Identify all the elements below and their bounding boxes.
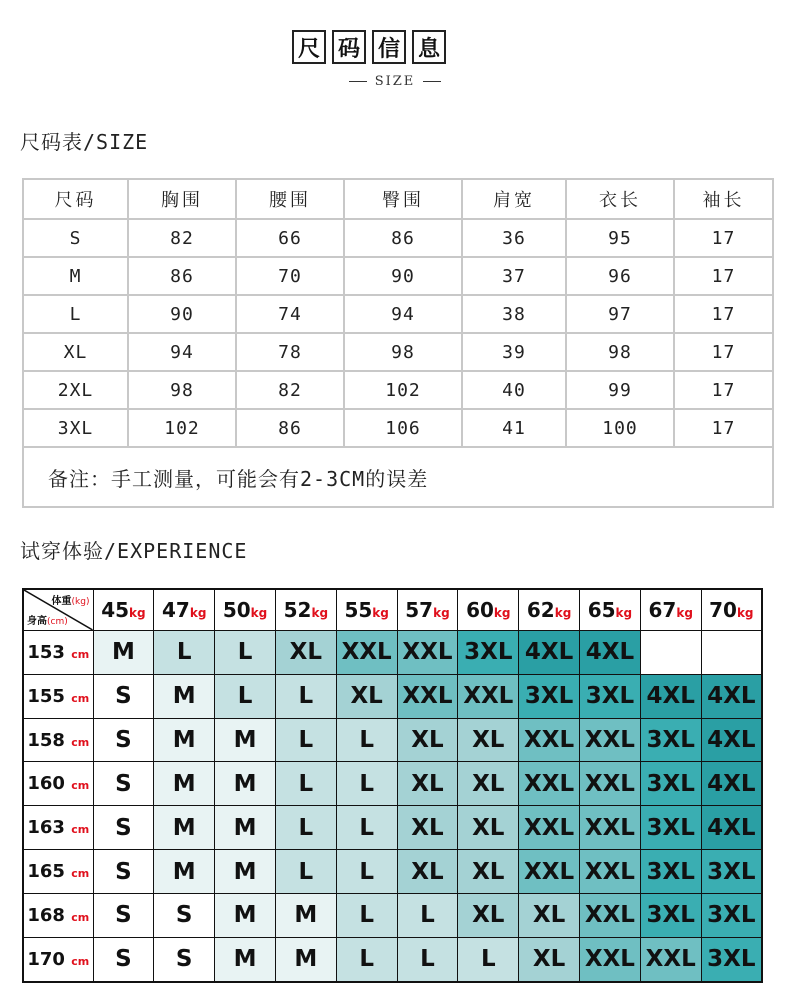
height-unit: cm <box>71 954 90 968</box>
size-value-cell: 17 <box>674 371 773 409</box>
weight-value: 62 <box>526 597 555 622</box>
title-char: 尺 <box>292 30 326 64</box>
recommended-size-cell: 3XL <box>580 674 641 718</box>
recommended-size-cell: S <box>93 893 154 937</box>
recommended-size-cell: XXL <box>580 806 641 850</box>
weight-header-cell <box>701 589 762 630</box>
recommended-size-cell: L <box>336 806 397 850</box>
recommended-size-cell: XL <box>458 718 519 762</box>
recommended-size-cell: M <box>154 718 215 762</box>
recommended-size-cell <box>640 630 701 674</box>
weight-value: 57 <box>405 597 434 622</box>
weight-value: 60 <box>466 597 494 622</box>
recommended-size-cell: XXL <box>519 718 580 762</box>
recommended-size-cell: XXL <box>397 674 458 718</box>
size-column-header: 袖长 <box>674 179 773 219</box>
recommended-size-cell: S <box>154 893 215 937</box>
recommended-size-cell: XXL <box>519 806 580 850</box>
corner-height-unit: (cm) <box>47 616 68 627</box>
size-label-cell: S <box>23 219 128 257</box>
experience-section-title: 试穿体验/EXPERIENCE <box>20 539 248 563</box>
weight-header-cell <box>93 589 154 630</box>
recommended-size-cell: L <box>215 630 276 674</box>
recommended-size-cell: XXL <box>519 850 580 894</box>
corner-height-text: 身高 <box>27 615 47 627</box>
weight-header-cell <box>458 589 519 630</box>
weight-unit: kg <box>311 605 329 620</box>
recommended-size-cell: M <box>154 806 215 850</box>
height-header-cell <box>23 630 93 674</box>
size-value-cell: 102 <box>128 409 236 447</box>
recommended-size-cell: XL <box>397 850 458 894</box>
recommended-size-cell: XL <box>397 762 458 806</box>
recommended-size-cell: XXL <box>397 630 458 674</box>
recommended-size-cell: L <box>275 762 336 806</box>
size-table <box>22 178 774 508</box>
recommended-size-cell: 4XL <box>640 674 701 718</box>
recommended-size-cell: M <box>275 893 336 937</box>
height-unit: cm <box>71 691 90 705</box>
height-value: 170 <box>27 948 65 970</box>
recommended-size-cell: XL <box>275 630 336 674</box>
corner-weight-text: 体重 <box>51 596 72 607</box>
height-value: 165 <box>27 861 65 883</box>
recommended-size-cell: XXL <box>580 893 641 937</box>
size-table-header <box>23 179 773 219</box>
recommended-size-cell: 3XL <box>640 850 701 894</box>
recommended-size-cell: XL <box>458 762 519 806</box>
weight-value: 47 <box>162 597 190 622</box>
recommended-size-cell: XXL <box>519 762 580 806</box>
recommended-size-cell: L <box>458 937 519 982</box>
recommended-size-cell: M <box>275 937 336 982</box>
weight-unit: kg <box>433 605 450 620</box>
recommended-size-cell: S <box>93 806 154 850</box>
size-value-cell: 37 <box>462 257 566 295</box>
height-row <box>23 674 762 718</box>
recommended-size-cell: L <box>275 718 336 762</box>
height-row <box>23 806 762 850</box>
recommended-size-cell: XL <box>397 718 458 762</box>
size-value-cell: 94 <box>344 295 462 333</box>
recommended-size-cell <box>701 630 762 674</box>
recommended-size-cell: S <box>93 937 154 982</box>
size-value-cell: 36 <box>462 219 566 257</box>
recommended-size-cell: XXL <box>640 937 701 982</box>
size-value-cell: 90 <box>344 257 462 295</box>
recommended-size-cell: M <box>215 850 276 894</box>
recommended-size-cell: 3XL <box>701 850 762 894</box>
recommended-size-cell: 3XL <box>519 674 580 718</box>
size-value-cell: 90 <box>128 295 236 333</box>
weight-unit: kg <box>554 605 572 620</box>
title-subtitle <box>0 74 790 89</box>
height-row <box>23 762 762 806</box>
size-table-row <box>23 219 773 257</box>
recommended-size-cell: M <box>215 893 276 937</box>
recommended-size-cell: 4XL <box>519 630 580 674</box>
recommended-size-cell: L <box>275 806 336 850</box>
recommended-size-cell: L <box>397 893 458 937</box>
recommended-size-cell: M <box>215 718 276 762</box>
recommended-size-cell: 4XL <box>701 718 762 762</box>
recommended-size-cell: 3XL <box>640 718 701 762</box>
size-value-cell: 40 <box>462 371 566 409</box>
size-table-row <box>23 257 773 295</box>
weight-header-cell <box>215 589 276 630</box>
recommended-size-cell: 4XL <box>701 806 762 850</box>
height-header-cell <box>23 806 93 850</box>
title-chars <box>292 30 446 64</box>
size-value-cell: 17 <box>674 295 773 333</box>
weight-value: 55 <box>344 597 373 622</box>
height-row <box>23 893 762 937</box>
recommended-size-cell: L <box>397 937 458 982</box>
size-value-cell: 102 <box>344 371 462 409</box>
recommended-size-cell: 3XL <box>640 762 701 806</box>
weight-unit: kg <box>250 605 268 620</box>
weight-value: 52 <box>283 597 312 622</box>
recommended-size-cell: XL <box>519 893 580 937</box>
size-column-header: 腰围 <box>236 179 344 219</box>
size-value-cell: 74 <box>236 295 344 333</box>
size-value-cell: 17 <box>674 409 773 447</box>
weight-header-cell <box>397 589 458 630</box>
recommended-size-cell: L <box>336 718 397 762</box>
size-table-row <box>23 371 773 409</box>
recommended-size-cell: XL <box>458 806 519 850</box>
recommended-size-cell: L <box>336 937 397 982</box>
size-value-cell: 94 <box>128 333 236 371</box>
weight-unit: kg <box>736 605 754 620</box>
weight-value: 70 <box>709 597 737 622</box>
height-value: 160 <box>27 773 65 795</box>
recommended-size-cell: M <box>154 762 215 806</box>
corner-cell <box>23 589 93 630</box>
height-row <box>23 937 762 982</box>
recommended-size-cell: M <box>215 937 276 982</box>
size-value-cell: 82 <box>236 371 344 409</box>
recommended-size-cell: L <box>336 762 397 806</box>
weight-header-cell <box>275 589 336 630</box>
size-section-title: 尺码表/SIZE <box>20 130 149 154</box>
height-unit: cm <box>71 647 90 661</box>
height-value: 153 <box>27 641 65 663</box>
corner-weight-unit: (kg) <box>71 597 90 607</box>
recommended-size-cell: L <box>336 850 397 894</box>
size-column-header: 衣长 <box>566 179 674 219</box>
size-label-cell: 3XL <box>23 409 128 447</box>
size-value-cell: 70 <box>236 257 344 295</box>
recommended-size-cell: M <box>93 630 154 674</box>
recommended-size-cell: L <box>336 893 397 937</box>
height-value: 163 <box>27 817 65 839</box>
recommended-size-cell: XL <box>397 806 458 850</box>
size-value-cell: 86 <box>344 219 462 257</box>
size-table-row <box>23 295 773 333</box>
size-value-cell: 17 <box>674 257 773 295</box>
recommended-size-cell: L <box>215 674 276 718</box>
recommended-size-cell: 4XL <box>701 762 762 806</box>
size-value-cell: 38 <box>462 295 566 333</box>
recommended-size-cell: S <box>154 937 215 982</box>
height-value: 155 <box>27 685 65 707</box>
size-value-cell: 100 <box>566 409 674 447</box>
height-row <box>23 718 762 762</box>
height-header-cell <box>23 850 93 894</box>
recommended-size-cell: L <box>275 674 336 718</box>
measurement-note: 备注：手工测量，可能会有2-3CM的误差 <box>23 447 773 507</box>
recommended-size-cell: XL <box>458 850 519 894</box>
weight-value: 67 <box>648 597 677 622</box>
height-unit: cm <box>71 823 90 837</box>
size-value-cell: 86 <box>128 257 236 295</box>
recommended-size-cell: S <box>93 850 154 894</box>
size-label-cell: L <box>23 295 128 333</box>
weight-unit: kg <box>372 605 389 620</box>
recommended-size-cell: XL <box>336 674 397 718</box>
height-unit: cm <box>71 910 90 924</box>
recommended-size-cell: S <box>93 762 154 806</box>
size-value-cell: 17 <box>674 333 773 371</box>
size-value-cell: 98 <box>128 371 236 409</box>
dash-decoration <box>349 81 367 82</box>
weight-header-cell <box>336 589 397 630</box>
weight-header-cell <box>519 589 580 630</box>
height-header-cell <box>23 893 93 937</box>
subtitle-text: SIZE <box>374 74 416 89</box>
height-header-cell <box>23 718 93 762</box>
size-table-row <box>23 333 773 371</box>
recommended-size-cell: L <box>275 850 336 894</box>
recommended-size-cell: XL <box>458 893 519 937</box>
size-label-cell: 2XL <box>23 371 128 409</box>
recommended-size-cell: S <box>93 718 154 762</box>
weight-header-cell <box>154 589 215 630</box>
size-value-cell: 39 <box>462 333 566 371</box>
recommended-size-cell: M <box>154 674 215 718</box>
size-value-cell: 96 <box>566 257 674 295</box>
recommended-size-cell: XXL <box>580 762 641 806</box>
recommended-size-cell: M <box>215 806 276 850</box>
height-row <box>23 850 762 894</box>
recommended-size-cell: XXL <box>580 937 641 982</box>
corner-height-label <box>27 612 68 627</box>
corner-weight-label <box>52 592 90 607</box>
weight-header-cell <box>640 589 701 630</box>
recommended-size-cell: M <box>215 762 276 806</box>
height-value: 158 <box>27 729 65 751</box>
recommended-size-cell: 3XL <box>458 630 519 674</box>
recommended-size-cell: S <box>93 674 154 718</box>
height-value: 168 <box>27 904 65 926</box>
height-header-cell <box>23 674 93 718</box>
size-value-cell: 99 <box>566 371 674 409</box>
recommended-size-cell: 3XL <box>640 806 701 850</box>
height-header-cell <box>23 762 93 806</box>
recommended-size-cell: XXL <box>580 850 641 894</box>
size-value-cell: 86 <box>236 409 344 447</box>
title-char: 信 <box>372 30 406 64</box>
height-header-cell <box>23 937 93 982</box>
size-value-cell: 82 <box>128 219 236 257</box>
recommended-size-cell: 4XL <box>701 674 762 718</box>
size-value-cell: 98 <box>566 333 674 371</box>
weight-header-row <box>23 589 762 630</box>
weight-value: 65 <box>587 597 616 622</box>
title-char: 码 <box>332 30 366 64</box>
recommended-size-cell: XXL <box>458 674 519 718</box>
weight-unit: kg <box>189 605 207 620</box>
height-unit: cm <box>71 735 90 749</box>
recommended-size-cell: XXL <box>580 718 641 762</box>
recommended-size-cell: 3XL <box>640 893 701 937</box>
weight-unit: kg <box>493 605 511 620</box>
weight-header-cell <box>580 589 641 630</box>
size-value-cell: 78 <box>236 333 344 371</box>
size-value-cell: 95 <box>566 219 674 257</box>
size-column-header: 肩宽 <box>462 179 566 219</box>
height-row <box>23 630 762 674</box>
title-char: 息 <box>412 30 446 64</box>
size-table-row <box>23 409 773 447</box>
weight-unit: kg <box>129 605 146 620</box>
size-value-cell: 17 <box>674 219 773 257</box>
recommended-size-cell: M <box>154 850 215 894</box>
size-column-header: 臀围 <box>344 179 462 219</box>
weight-unit: kg <box>615 605 633 620</box>
size-value-cell: 98 <box>344 333 462 371</box>
weight-value: 50 <box>222 597 251 622</box>
size-value-cell: 97 <box>566 295 674 333</box>
recommended-size-cell: XXL <box>336 630 397 674</box>
height-unit: cm <box>71 867 90 881</box>
recommended-size-cell: 3XL <box>701 893 762 937</box>
size-column-header: 胸围 <box>128 179 236 219</box>
size-label-cell: XL <box>23 333 128 371</box>
fit-table <box>22 588 763 983</box>
weight-unit: kg <box>676 605 693 620</box>
recommended-size-cell: 3XL <box>701 937 762 982</box>
recommended-size-cell: 4XL <box>580 630 641 674</box>
size-value-cell: 41 <box>462 409 566 447</box>
size-column-header: 尺码 <box>23 179 128 219</box>
recommended-size-cell: XL <box>519 937 580 982</box>
height-unit: cm <box>71 779 90 793</box>
size-value-cell: 106 <box>344 409 462 447</box>
recommended-size-cell: L <box>154 630 215 674</box>
weight-value: 45 <box>101 597 130 622</box>
dash-decoration <box>423 81 441 82</box>
size-value-cell: 66 <box>236 219 344 257</box>
size-label-cell: M <box>23 257 128 295</box>
